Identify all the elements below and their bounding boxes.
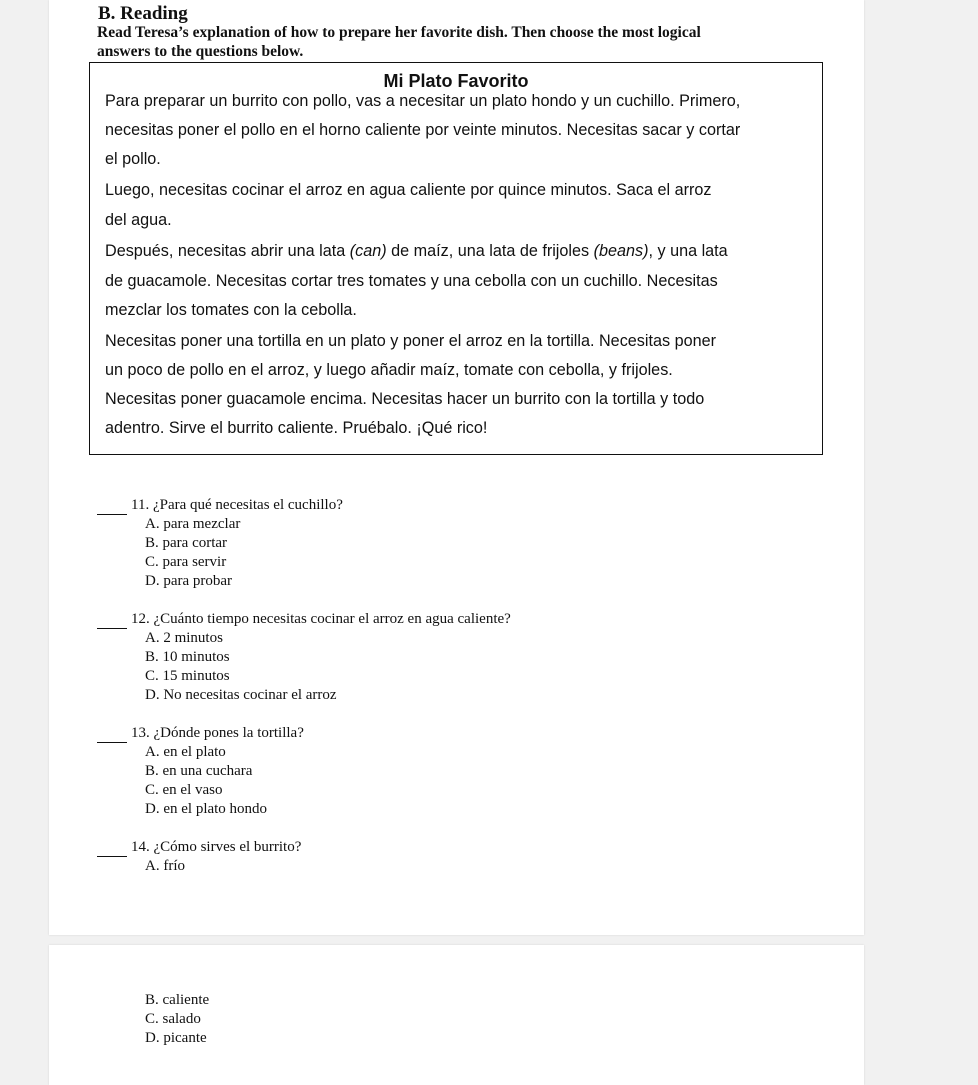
option-12-b: B. 10 minutos bbox=[145, 649, 230, 665]
question-11: 11. ¿Para qué necesitas el cuchillo? bbox=[131, 497, 343, 513]
passage-line: del agua. bbox=[105, 211, 172, 229]
passage-line: un poco de pollo en el arroz, y luego añadir maíz, tomate con cebolla, y frijoles. bbox=[105, 361, 673, 379]
option-13-b: B. en una cuchara bbox=[145, 763, 253, 779]
question-14: 14. ¿Cómo sirves el burrito? bbox=[131, 839, 302, 855]
instructions-line-2: answers to the questions below. bbox=[97, 43, 304, 60]
passage-text: de maíz, una lata de frijoles bbox=[386, 242, 594, 260]
option-12-c: C. 15 minutos bbox=[145, 668, 230, 684]
passage-line: Para preparar un burrito con pollo, vas a necesitar un plato hondo y un cuchillo. Primero, bbox=[105, 92, 741, 110]
passage-line: Necesitas poner una tortilla en un plato y poner el arroz en la tortilla. Necesitas poner bbox=[105, 332, 716, 350]
answer-blank-13[interactable] bbox=[97, 729, 127, 743]
option-14-b: B. caliente bbox=[145, 992, 210, 1008]
reading-passage-box bbox=[89, 62, 823, 455]
option-11-c: C. para servir bbox=[145, 554, 227, 570]
answer-blank-11[interactable] bbox=[97, 501, 127, 515]
option-14-c: C. salado bbox=[145, 1011, 201, 1027]
instructions-line-1: Read Teresa’s explanation of how to prepare her favorite dish. Then choose the most logical bbox=[97, 24, 701, 41]
option-13-d: D. en el plato hondo bbox=[145, 801, 268, 817]
option-13-c: C. en el vaso bbox=[145, 782, 223, 798]
question-12: 12. ¿Cuánto tiempo necesitas cocinar el arroz en agua caliente? bbox=[131, 611, 511, 627]
option-11-a: A. para mezclar bbox=[145, 516, 241, 532]
question-13: 13. ¿Dónde pones la tortilla? bbox=[131, 725, 304, 741]
option-14-d: D. picante bbox=[145, 1030, 207, 1046]
section-title: B. Reading bbox=[98, 3, 188, 24]
passage-line-italic-parts bbox=[105, 242, 728, 261]
passage-line: necesitas poner el pollo en el horno caliente por veinte minutos. Necesitas sacar y cortar bbox=[105, 121, 741, 139]
passage-text: Después, necesitas abrir una lata bbox=[105, 242, 350, 260]
answer-blank-12[interactable] bbox=[97, 615, 127, 629]
answer-blank-14[interactable] bbox=[97, 843, 127, 857]
passage-line: Necesitas poner guacamole encima. Necesitas hacer un burrito con la tortilla y todo bbox=[105, 390, 705, 408]
passage-line: mezclar los tomates con la cebolla. bbox=[105, 301, 357, 319]
passage-gloss: (beans) bbox=[593, 242, 649, 260]
option-12-d: D. No necesitas cocinar el arroz bbox=[145, 687, 337, 703]
option-14-a: A. frío bbox=[145, 858, 185, 874]
option-12-a: A. 2 minutos bbox=[145, 630, 223, 646]
passage-line: adentro. Sirve el burrito caliente. Pruébalo. ¡Qué rico! bbox=[105, 419, 488, 437]
passage-line: Luego, necesitas cocinar el arroz en agua caliente por quince minutos. Saca el arroz bbox=[105, 181, 712, 199]
option-11-d: D. para probar bbox=[145, 573, 233, 589]
passage-text: , y una lata bbox=[648, 242, 728, 260]
passage-title: Mi Plato Favorito bbox=[383, 71, 529, 91]
passage-gloss: (can) bbox=[349, 242, 387, 260]
passage-line: de guacamole. Necesitas cortar tres tomates y una cebolla con un cuchillo. Necesitas bbox=[105, 272, 718, 290]
passage-line: el pollo. bbox=[105, 150, 161, 168]
option-11-b: B. para cortar bbox=[145, 535, 228, 551]
option-13-a: A. en el plato bbox=[145, 744, 226, 760]
